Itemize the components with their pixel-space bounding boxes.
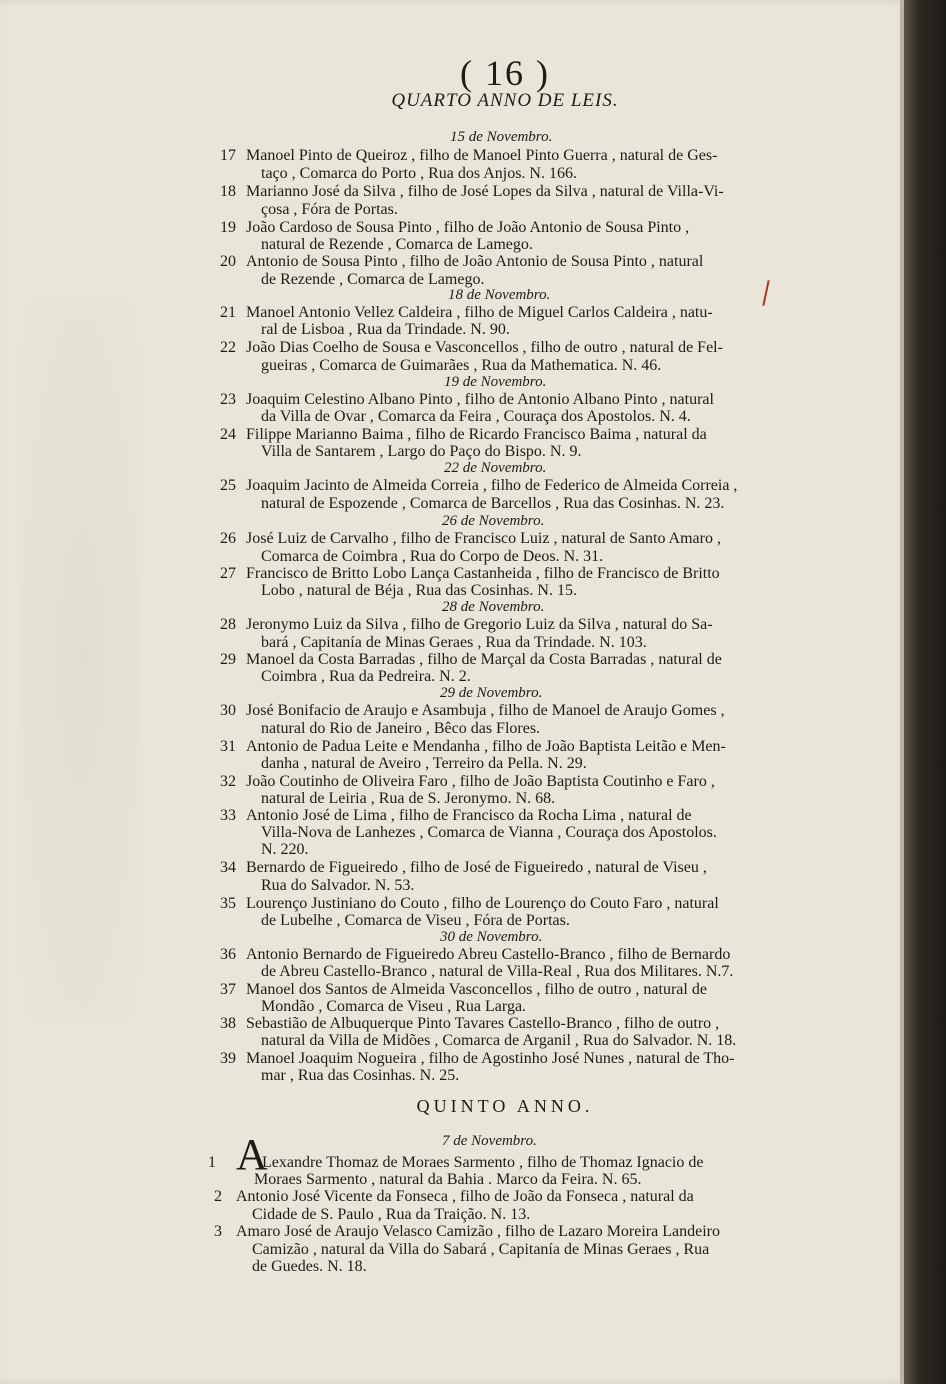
entry-number: 31	[220, 738, 236, 755]
section-title: QUARTO ANNO DE LEIS.	[391, 90, 619, 111]
entry-line: Coimbra , Rua da Pedreira. N. 2.	[261, 668, 471, 685]
entry-line: Manoel Antonio Vellez Caldeira , filho de Miguel Carlos Caldeira , natu-	[246, 304, 713, 321]
entry-line: Mondão , Comarca de Viseu , Rua Larga.	[261, 998, 527, 1015]
entry-line: Comarca de Coimbra , Rua do Corpo de Deos. N. 31.	[261, 548, 604, 565]
entry-line: Francisco de Britto Lobo Lança Castanheida , filho de Francisco de Britto	[246, 565, 720, 582]
entry-line: Manoel Joaquim Nogueira , filho de Agostinho José Nunes , natural de Tho-	[246, 1050, 735, 1067]
entry-number: 36	[220, 946, 236, 963]
entry-line: Camizão , natural da Villa do Sabará , Capitanía de Minas Geraes , Rua	[252, 1241, 710, 1258]
entry-line: João Dias Coelho de Sousa e Vasconcellos , filho de outro , natural de Fel-	[246, 339, 723, 356]
entry-line: João Coutinho de Oliveira Faro , filho de João Baptista Coutinho e Faro ,	[246, 773, 715, 790]
entry-line: da Villa de Ovar , Comarca da Feira , Couraça dos Apostolos. N. 4.	[261, 408, 691, 425]
entry-line: Moraes Sarmento , natural da Bahia . Marco da Feira. N. 65.	[254, 1171, 642, 1188]
drop-cap: A	[236, 1130, 268, 1179]
date-heading: 7 de Novembro.	[442, 1133, 537, 1149]
entry-line: danha , natural de Aveiro , Terreiro da Pella. N. 29.	[261, 755, 587, 772]
entry-number: 18	[220, 183, 236, 200]
entry-number: 2	[214, 1188, 222, 1205]
entry-line: Joaquim Celestino Albano Pinto , filho de Antonio Albano Pinto , natural	[246, 391, 714, 408]
entry-line: natural de Espozende , Comarca de Barcellos , Rua das Cosinhas. N. 23.	[261, 495, 725, 512]
entry-number: 25	[220, 477, 236, 494]
entry-line: Filippe Marianno Baima , filho de Ricardo Francisco Baima , natural da	[246, 426, 707, 443]
date-heading: 22 de Novembro.	[444, 460, 547, 476]
book-gutter	[904, 0, 946, 1384]
entry-line: mar , Rua das Cosinhas. N. 25.	[261, 1067, 460, 1084]
entry-number: 19	[220, 219, 236, 236]
date-heading: 29 de Novembro.	[440, 685, 543, 701]
entry-number: 35	[220, 895, 236, 912]
entry-line: Lourenço Justiniano do Couto , filho de Lourenço do Couto Faro , natural	[246, 895, 719, 912]
entry-line: Marianno José da Silva , filho de José Lopes da Silva , natural de Villa-Vi-	[246, 183, 724, 200]
entry-line: gueiras , Comarca de Guimarães , Rua da Mathematica. N. 46.	[261, 357, 662, 374]
entry-number: 20	[220, 253, 236, 270]
entry-line: taço , Comarca do Porto , Rua dos Anjos. N. 166.	[261, 165, 577, 182]
entry-number: 23	[220, 391, 236, 408]
entry-line: José Luiz de Carvalho , filho de Francisco Luiz , natural de Santo Amaro ,	[246, 530, 721, 547]
date-heading: 26 de Novembro.	[442, 513, 545, 529]
entry-number: 30	[220, 702, 236, 719]
entry-number: 38	[220, 1015, 236, 1032]
entry-number: 3	[214, 1223, 222, 1240]
entry-line: çosa , Fóra de Portas.	[261, 201, 398, 218]
entry-line: ral de Lisboa , Rua da Trindade. N. 90.	[261, 321, 510, 338]
entry-line: Amaro José de Araujo Velasco Camizão , filho de Lazaro Moreira Landeiro	[236, 1223, 720, 1240]
entry-number: 29	[220, 651, 236, 668]
entry-line: Lobo , natural de Béja , Rua das Cosinhas. N. 15.	[261, 582, 577, 599]
date-heading: 19 de Novembro.	[444, 374, 547, 390]
date-heading: 15 de Novembro.	[450, 129, 553, 145]
entry-number: 17	[220, 147, 236, 164]
entry-line: Manoel Pinto de Queiroz , filho de Manoel Pinto Guerra , natural de Ges-	[246, 147, 718, 164]
entry-line: de Abreu Castello-Branco , natural de Villa-Real , Rua dos Militares. N.7.	[261, 963, 734, 980]
entry-number: 26	[220, 530, 236, 547]
entry-line: Antonio José Vicente da Fonseca , filho de João da Fonseca , natural da	[236, 1188, 694, 1205]
entry-number: 1	[208, 1154, 216, 1171]
entry-number: 37	[220, 981, 236, 998]
entry-number: 39	[220, 1050, 236, 1067]
entry-line: de Rezende , Comarca de Lamego.	[261, 271, 485, 288]
entry-number: 28	[220, 616, 236, 633]
entry-line: Manoel da Costa Barradas , filho de Marçal da Costa Barradas , natural de	[246, 651, 722, 668]
entry-line: Lexandre Thomaz de Moraes Sarmento , filho de Thomaz Ignacio de	[262, 1154, 704, 1171]
entry-line: Antonio Bernardo de Figueiredo Abreu Castello-Branco , filho de Bernardo	[246, 946, 731, 963]
section-title-quinto: QUINTO ANNO.	[416, 1096, 594, 1116]
entry-line: Cidade de S. Paulo , Rua da Traição. N. 13.	[252, 1206, 531, 1223]
paper-stain	[20, 300, 140, 1020]
entry-line: João Cardoso de Sousa Pinto , filho de João Antonio de Sousa Pinto ,	[246, 219, 690, 236]
entry-line: bará , Capitanía de Minas Geraes , Rua da Trindade. N. 103.	[261, 634, 647, 651]
entry-number: 32	[220, 773, 236, 790]
entry-line: natural do Rio de Janeiro , Bêco das Flores.	[261, 720, 541, 737]
entry-number: 21	[220, 304, 236, 321]
entry-line: Antonio de Padua Leite e Mendanha , filho de João Baptista Leitão e Men-	[246, 738, 726, 755]
entry-line: Rua do Salvador. N. 53.	[261, 877, 415, 894]
entry-line: Manoel dos Santos de Almeida Vasconcellos , filho de outro , natural de	[246, 981, 707, 998]
entry-line: natural de Leiria , Rua de S. Jeronymo. N. 68.	[261, 790, 556, 807]
entry-line: Antonio de Sousa Pinto , filho de João Antonio de Sousa Pinto , natural	[246, 253, 704, 270]
date-heading: 28 de Novembro.	[442, 599, 545, 615]
entry-line: natural da Villa de Midões , Comarca de Arganil , Rua do Salvador. N. 18.	[261, 1032, 737, 1049]
date-heading: 30 de Novembro.	[440, 929, 543, 945]
entry-line: de Lubelhe , Comarca de Viseu , Fóra de Portas.	[261, 912, 570, 929]
entry-line: Joaquim Jacinto de Almeida Correia , filho de Federico de Almeida Correia ,	[246, 477, 738, 494]
entry-number: 33	[220, 807, 236, 824]
page-number: ( 16 )	[460, 53, 550, 93]
entry-line: natural de Rezende , Comarca de Lamego.	[261, 236, 533, 253]
date-heading: 18 de Novembro.	[448, 287, 551, 303]
entry-line: Bernardo de Figueiredo , filho de José de Figueiredo , natural de Viseu ,	[246, 859, 707, 876]
entry-line: Sebastião de Albuquerque Pinto Tavares Castello-Branco , filho de outro ,	[246, 1015, 720, 1032]
entry-number: 27	[220, 565, 236, 582]
entry-line: Villa de Santarem , Largo do Paço do Bispo. N. 9.	[261, 443, 582, 460]
entry-number: 24	[220, 426, 236, 443]
entry-number: 22	[220, 339, 236, 356]
entry-line: Villa-Nova de Lanhezes , Comarca de Vianna , Couraça dos Apostolos.	[261, 824, 717, 841]
entry-line: José Bonifacio de Araujo e Asambuja , filho de Manoel de Araujo Gomes ,	[246, 702, 725, 719]
entry-line: de Guedes. N. 18.	[252, 1258, 367, 1275]
entry-line: Antonio José de Lima , filho de Francisco da Rocha Lima , natural de	[246, 807, 692, 824]
entry-number: 34	[220, 859, 236, 876]
entry-line: N. 220.	[261, 841, 309, 858]
entry-line: Jeronymo Luiz da Silva , filho de Gregorio Luiz da Silva , natural do Sa-	[246, 616, 713, 633]
